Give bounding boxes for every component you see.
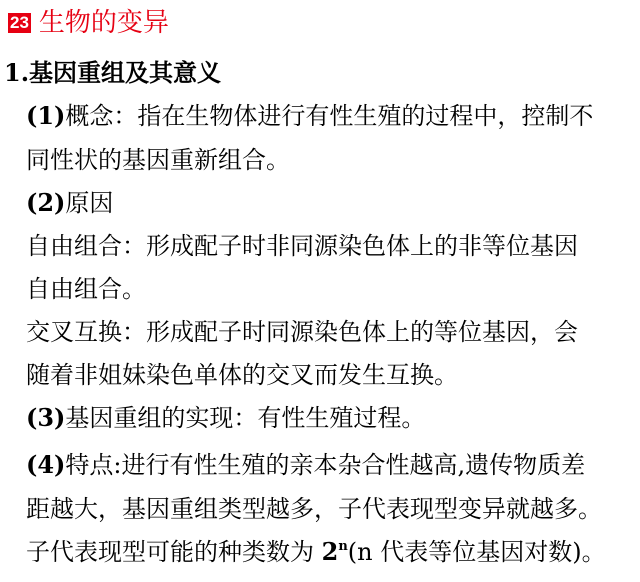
feature-text-3-post: (n 代表等位基因对数)。: [347, 538, 606, 566]
subsection-heading: 1.基因重组及其意义: [4, 58, 222, 87]
realization-label: (3): [26, 403, 66, 432]
section-number-badge: 23: [10, 13, 29, 32]
feature-line-1: [26, 448, 585, 482]
concept-label: (1): [26, 101, 66, 130]
free-combination-line-2: 自由组合。: [26, 275, 146, 303]
cause-label: (2): [26, 188, 66, 217]
crossing-over-line-2: 随着非姐妹染色单体的交叉而发生互换。: [26, 361, 458, 389]
feature-label: (4): [26, 450, 66, 479]
formula-base: 2: [321, 537, 339, 566]
section-title: [8, 6, 169, 40]
concept-line-2: 同性状的基因重新组合。: [26, 146, 290, 174]
feature-line-2: 距越大，基因重组类型越多，子代表现型变异就越多。: [26, 495, 602, 523]
concept-line-1: [26, 99, 593, 133]
cause-title: 原因: [65, 189, 114, 217]
concept-text-1: 概念：指在生物体进行有性生殖的过程中，控制不: [65, 102, 594, 130]
realization-line: [26, 401, 425, 435]
feature-line-3: [26, 535, 606, 569]
free-combination-line-1: 自由组合：形成配子时非同源染色体上的非等位基因: [26, 232, 578, 260]
formula-exponent: n: [338, 539, 348, 554]
crossing-over-line-1: 交叉互换：形成配子时同源染色体上的等位基因，会: [26, 318, 578, 346]
feature-text-3-pre: 子代表现型可能的种类数为: [26, 538, 322, 566]
feature-text-1: 特点:进行有性生殖的亲本杂合性越高,遗传物质差: [65, 451, 586, 479]
realization-text: 基因重组的实现：有性生殖过程。: [65, 404, 426, 432]
cause-heading: [26, 186, 113, 220]
section-title-text: 生物的变异: [38, 8, 169, 38]
